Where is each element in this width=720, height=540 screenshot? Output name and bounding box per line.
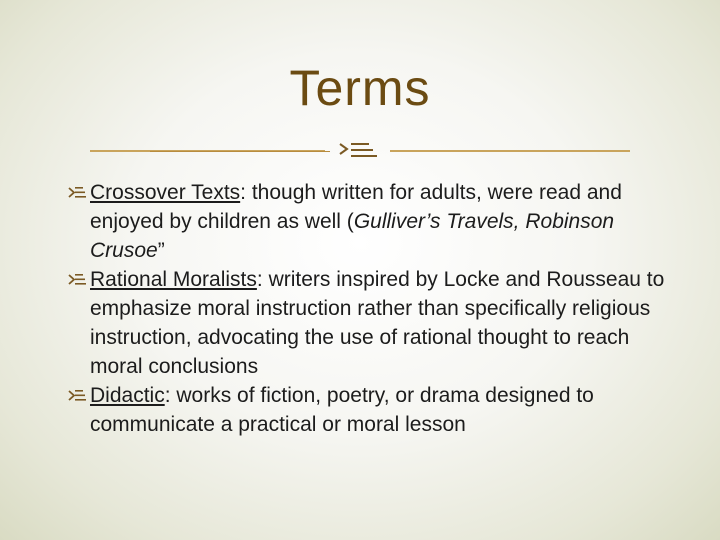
term-colon: : <box>164 384 177 407</box>
bullet-list <box>68 178 668 439</box>
three-lines-bullet-icon <box>68 185 86 200</box>
definition-text: works of fiction, poetry, or drama designed to communicate a practical or moral lesson <box>90 384 594 436</box>
title-divider <box>90 138 630 164</box>
three-lines-divider-icon <box>334 138 382 164</box>
three-lines-bullet-icon <box>68 272 86 287</box>
definition-text: writers inspired by Locke and Rousseau to emphasize moral instruction rather than specifically religious instruction, advocating the use of rational thought to reach moral conclusions <box>90 268 665 378</box>
definition-text: though written for adults, were read and enjoyed by children as well ( <box>90 181 622 233</box>
divider-line-left-accent <box>150 151 330 152</box>
bullet-item-didactic <box>68 381 668 439</box>
definition-closing-quote: ” <box>157 239 165 262</box>
definition-italic-text: Gulliver’s Travels, Robinson Crusoe <box>90 210 615 262</box>
bullet-item-crossover-texts <box>68 178 668 265</box>
slide-title: Terms <box>289 60 431 116</box>
term-label: Didactic <box>90 384 165 407</box>
divider-line-right <box>390 150 630 152</box>
three-lines-bullet-icon <box>68 388 86 403</box>
term-colon: : <box>240 181 252 204</box>
term-colon: : <box>256 268 269 291</box>
bullet-item-rational-moralists <box>68 265 668 381</box>
term-label: Crossover Texts <box>90 181 241 204</box>
term-label: Rational Moralists <box>90 268 257 291</box>
